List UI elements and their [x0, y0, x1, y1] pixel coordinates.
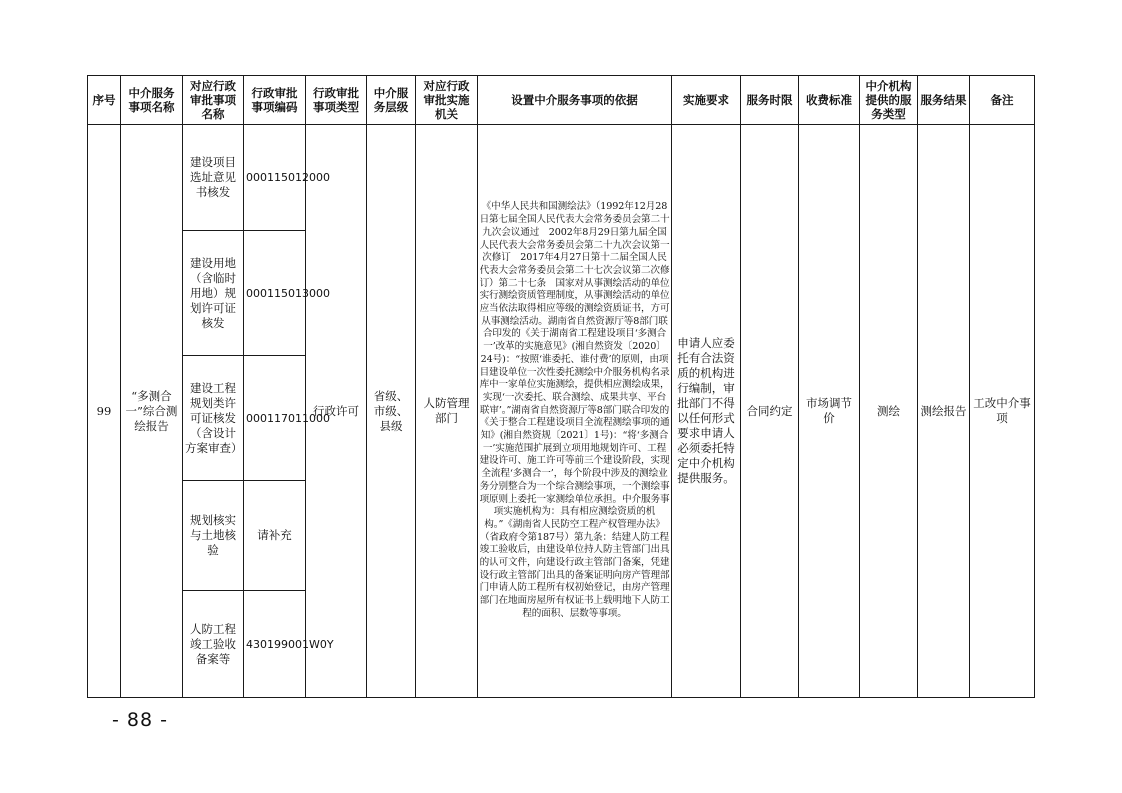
header-requirements: 实施要求 — [672, 76, 741, 125]
cell-approval-name: 建设工程规划类许可证核发（含设计方案审查） — [183, 356, 244, 481]
intermediary-service-table — [87, 75, 1035, 698]
header-time-limit: 服务时限 — [741, 76, 799, 125]
header-approval-name: 对应行政审批事项名称 — [183, 76, 244, 125]
header-service-name: 中介服务事项名称 — [121, 76, 183, 125]
cell-approval-code: 000115013000 — [244, 231, 306, 356]
cell-approval-name: 规划核实与土地核验 — [183, 481, 244, 591]
cell-approval-name: 建设用地（含临时用地）规划许可证核发 — [183, 231, 244, 356]
header-level: 中介服务层级 — [367, 76, 416, 125]
cell-approval-code: 请补充 — [244, 481, 306, 591]
page-number: - 88 - — [112, 709, 168, 731]
cell-time-limit: 合同约定 — [741, 125, 799, 698]
header-result: 服务结果 — [918, 76, 970, 125]
cell-approval-name: 建设项目选址意见书核发 — [183, 125, 244, 231]
cell-approval-code: 000115012000 — [244, 125, 306, 231]
header-seq: 序号 — [88, 76, 121, 125]
cell-provider-type: 测绘 — [860, 125, 918, 698]
cell-approval-type: 行政许可 — [306, 125, 367, 698]
cell-agency: 人防管理部门 — [416, 125, 478, 698]
header-remarks: 备注 — [970, 76, 1035, 125]
cell-approval-code: 000117011000 — [244, 356, 306, 481]
cell-basis: 《中华人民共和国测绘法》（1992年12月28日第七届全国人民代表大会常务委员会第二十九次会议通过 2002年8月29日第九届全国人民代表大会常务委员会第二十九次会议第一次修订 2017年4月27日第十二届全国人民代表大会常务委员会第二十七次会议第二次修订）第二十七条 国家对从事测绘活动的单位实行测绘资质管理制度，从事测绘活动的单位应当依法取得相应等级的测绘资质证书，方可从事测绘活动。湖南省自然资源厅等8部门联合印发的《关于湖南省工程建设项目‘多测合一’改革的实施意见》(湘自然资发〔2020〕24号)：“按照‘谁委托、谁付费’的原则，由项目建设单位一次性委托测绘中介服务机构名录库中一家单位实施测绘，提供相应测绘成果，实现‘一次委托、联合测绘、成果共享、平台联审’。”湖南省自然资源厅等8部门联合印发的《关于整合工程建设项目全流程测绘事项的通知》(湘自然资规〔2021〕1号)：“将‘多测合一’实施范围扩展到立项用地规划许可、工程建设许可、施工许可等前三个建设阶段，实现全流程‘多测合一’，每个阶段中涉及的测绘业务分别整合为一个综合测绘事项，一个测绘事项原则上委托一家测绘单位承担。中介服务事项实施机构为：具有相应测绘资质的机构。”《湖南省人民防空工程产权管理办法》（省政府令第187号）第九条：结建人防工程竣工验收后，由建设单位持人防主管部门出具的认可文件，向建设行政主管部门备案，凭建设行政主管部门出具的备案证明向房产管理部门申请人防工程所有权初始登记，由房产管理部门在地面房屋所有权证书上载明地下人防工程的面积、层数等事项。 — [478, 125, 672, 698]
cell-approval-name: 人防工程竣工验收备案等 — [183, 591, 244, 698]
header-fee: 收费标准 — [799, 76, 860, 125]
cell-level: 省级、市级、县级 — [367, 125, 416, 698]
cell-service-name: “多测合一”综合测绘报告 — [121, 125, 183, 698]
cell-requirements: 申请人应委托有合法资质的机构进行编制，审批部门不得以任何形式要求申请人必须委托特定中介机构提供服务。 — [672, 125, 741, 698]
header-basis: 设置中介服务事项的依据 — [478, 76, 672, 125]
cell-seq: 99 — [88, 125, 121, 698]
header-provider-type: 中介机构提供的服务类型 — [860, 76, 918, 125]
cell-remarks: 工改中介事项 — [970, 125, 1035, 698]
table-row — [88, 125, 1035, 231]
cell-approval-code: 430199001W0Y — [244, 591, 306, 698]
header-approval-type: 行政审批事项类型 — [306, 76, 367, 125]
header-agency: 对应行政审批实施机关 — [416, 76, 478, 125]
table-header-row — [88, 76, 1035, 125]
cell-fee: 市场调节价 — [799, 125, 860, 698]
cell-result: 测绘报告 — [918, 125, 970, 698]
header-approval-code: 行政审批事项编码 — [244, 76, 306, 125]
